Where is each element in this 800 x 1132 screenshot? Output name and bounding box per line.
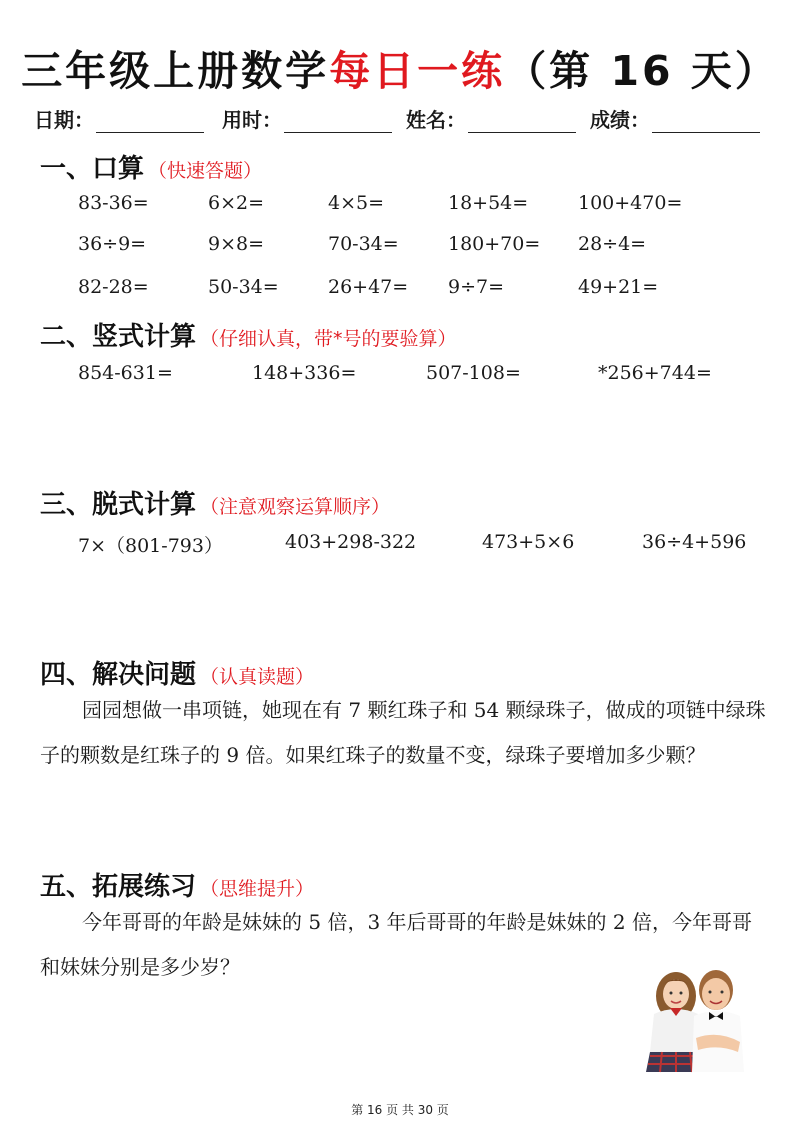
stepwise-calc-expr: 36÷4+596 bbox=[642, 531, 747, 553]
oral-expr: 28÷4= bbox=[578, 233, 647, 255]
score-label: 成绩： bbox=[590, 108, 650, 132]
problem-text: 园园想做一串项链，她现在有 7 颗红珠子和 54 颗绿珠子，做成的项链中绿珠子的颗数是红珠子的 9 倍。如果红珠子的数量不变，绿珠子要增加多少颗？ bbox=[40, 698, 766, 767]
score-blank[interactable] bbox=[652, 110, 760, 133]
stepwise-calc-expr: 473+5×6 bbox=[482, 531, 575, 553]
vertical-calc-expr: *256+744= bbox=[598, 362, 712, 384]
section-note: （注意观察运算顺序） bbox=[200, 496, 391, 518]
vertical-calc-expr: 507-108= bbox=[426, 362, 521, 384]
vertical-calc-expr: 854-631= bbox=[78, 362, 173, 384]
oral-expr: 49+21= bbox=[578, 276, 659, 298]
section-title: 二、竖式计算 bbox=[40, 322, 197, 352]
time-blank[interactable] bbox=[284, 110, 392, 133]
section-stepwise-calc-heading bbox=[40, 484, 390, 521]
section-extension-heading bbox=[40, 866, 314, 903]
name-blank[interactable] bbox=[468, 110, 576, 133]
oral-expr: 9÷7= bbox=[448, 276, 505, 298]
date-field[interactable] bbox=[34, 104, 204, 133]
section-title: 四、解决问题 bbox=[40, 660, 197, 690]
title-daily-practice: 每日一练 bbox=[329, 47, 506, 95]
oral-expr: 70-34= bbox=[328, 233, 399, 255]
oral-expr: 4×5= bbox=[328, 192, 385, 214]
score-field[interactable] bbox=[590, 104, 760, 133]
section-note: （仔细认真，带*号的要验算） bbox=[200, 328, 457, 350]
oral-expr: 82-28= bbox=[78, 276, 149, 298]
oral-expr: 180+70= bbox=[448, 233, 541, 255]
title-day: （第 16 天） bbox=[505, 47, 779, 95]
oral-expr: 9×8= bbox=[208, 233, 265, 255]
vertical-calc-expr: 148+336= bbox=[252, 362, 357, 384]
extension-text: 今年哥哥的年龄是妹妹的 5 倍，3 年后哥哥的年龄是妹妹的 2 倍，今年哥哥和妹妹分别是多少岁？ bbox=[40, 910, 752, 979]
boy-figure bbox=[692, 970, 744, 1072]
section-note: （思维提升） bbox=[200, 878, 315, 900]
section-title: 五、拓展练习 bbox=[40, 872, 197, 902]
section-note: （认真读题） bbox=[200, 666, 315, 688]
children-illustration bbox=[640, 960, 752, 1078]
worksheet-title bbox=[0, 38, 800, 97]
oral-expr: 18+54= bbox=[448, 192, 529, 214]
oral-expr: 26+47= bbox=[328, 276, 409, 298]
section-title: 一、口算 bbox=[40, 154, 145, 184]
section-note: （快速答题） bbox=[148, 160, 263, 182]
stepwise-calc-expr: 403+298-322 bbox=[285, 531, 417, 553]
section-vertical-calc-heading bbox=[40, 316, 457, 353]
oral-expr: 83-36= bbox=[78, 192, 149, 214]
time-label: 用时： bbox=[222, 108, 282, 132]
name-field[interactable] bbox=[406, 104, 576, 133]
time-field[interactable] bbox=[222, 104, 392, 133]
title-grade: 三年级上册数学 bbox=[21, 47, 330, 95]
date-label: 日期： bbox=[34, 108, 94, 132]
section-problem-solving-heading bbox=[40, 654, 314, 691]
info-row bbox=[34, 104, 774, 136]
oral-expr: 50-34= bbox=[208, 276, 279, 298]
date-blank[interactable] bbox=[96, 110, 204, 133]
oral-expr: 36÷9= bbox=[78, 233, 147, 255]
section-oral-calc-heading bbox=[40, 148, 262, 185]
stepwise-calc-expr: 7×（801-793） bbox=[78, 535, 223, 557]
name-label: 姓名： bbox=[406, 108, 466, 132]
section-title: 三、脱式计算 bbox=[40, 490, 197, 520]
oral-expr: 100+470= bbox=[578, 192, 683, 214]
page-number-footer: 第 16 页 共 30 页 bbox=[351, 1103, 449, 1117]
oral-expr: 6×2= bbox=[208, 192, 265, 214]
